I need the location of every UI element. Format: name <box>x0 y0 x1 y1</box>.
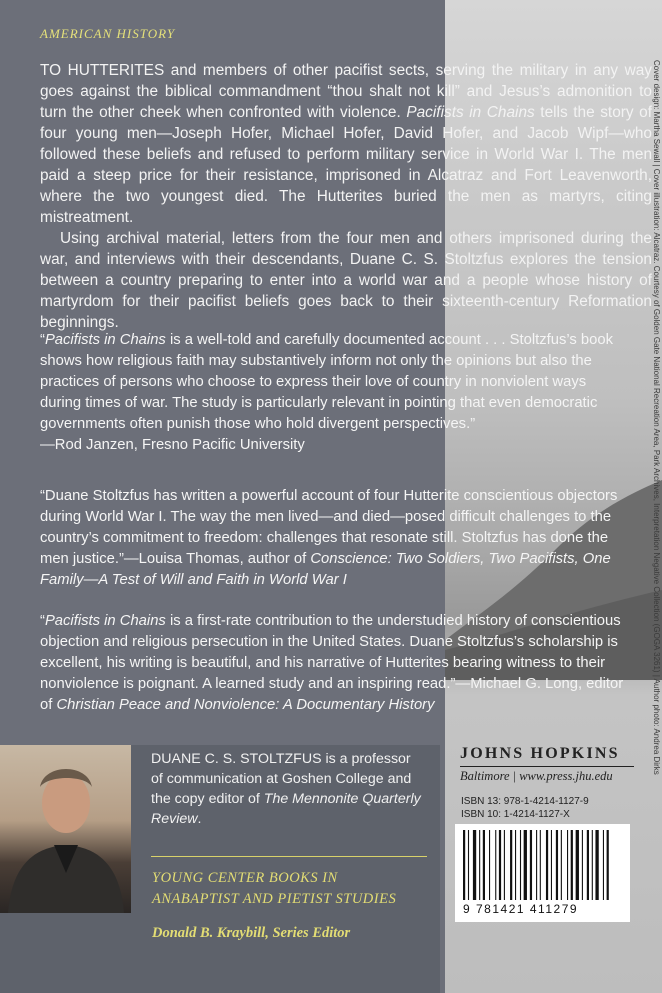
text-run: is a professor of communication at Goshen College and the copy editor of <box>151 751 412 807</box>
description-paragraph-2: Using archival material, letters from the four men and others imprisoned during the war, and interviews with their descendants, Duane C. S. Stoltzfus explores the tension between a country preparing to enter into a world war and a people whose history of martyrdom for their pacifist beliefs goes back to their sixteenth-century Reformation beginnings. <box>40 230 652 331</box>
description <box>40 60 652 333</box>
italic-title: The Mennonite Quarterly Review <box>151 791 421 827</box>
barcode-bar <box>571 830 573 900</box>
barcode-bar <box>520 830 521 900</box>
barcode <box>455 824 630 922</box>
barcode-bar <box>561 830 562 900</box>
barcode-bar <box>510 830 512 900</box>
barcode-bar <box>592 830 593 900</box>
series-title <box>152 868 396 910</box>
author-bio <box>151 749 426 829</box>
text-run: is a first-rate contribution to the understudied history of conscientious objection and religious persecution in the United States. Duane Stoltzfus’s scholarship is excellent, his writing is beautiful, and his narrative of Hutterites bearing witness to their nonviolence is poignant. A learned study and an inspiring read.”—Michael G. Long, editor of <box>40 613 624 713</box>
italic-title: Pacifists in Chains <box>44 332 166 348</box>
publisher-name: JOHNS HOPKINS <box>460 745 620 762</box>
barcode-bar <box>515 830 516 900</box>
barcode-bars <box>461 830 624 902</box>
credits-vertical: Cover design: Martha Sewall | Cover illustration: Alcatraz. Courtesy of Golden Gate National Recreation Area, Park Archives, Interpretation Negative Collection (GOGA 3261) | Author photo: Andrea Dirks <box>652 60 661 775</box>
publisher-rule <box>460 766 634 767</box>
text-run: “ <box>40 613 45 629</box>
publisher-location: Baltimore | www.press.jhu.edu <box>460 769 613 783</box>
isbn-block <box>461 795 589 821</box>
text-run: is a well-told and carefully documented account . . . Stoltzfus’s book shows how religious faith may substantively inform not only the opinions but also the practices of persons who choose to express their love of country in nonviolent ways during times of war. The study is particularly relevant in pointing that even democratic governments often punish those who hold divergent perspectives.” <box>40 332 613 432</box>
barcode-bar <box>587 830 589 900</box>
italic-title: Pacifists in Chains <box>406 104 535 121</box>
barcode-number: 9 781421 411279 <box>463 902 579 916</box>
barcode-bar <box>463 830 465 900</box>
barcode-bar <box>576 830 579 900</box>
author-photo <box>0 745 131 913</box>
barcode-bar <box>479 830 480 900</box>
barcode-bar <box>556 830 558 900</box>
barcode-bar <box>567 830 568 900</box>
barcode-bar <box>540 830 541 900</box>
barcode-bar <box>468 830 469 900</box>
category-label: AMERICAN HISTORY <box>40 26 176 41</box>
series-line-2: ANABAPTIST AND PIETIST STUDIES <box>152 891 397 907</box>
isbn-13: ISBN 13: 978-1-4214-1127-9 <box>461 796 589 807</box>
barcode-bar <box>551 830 552 900</box>
barcode-bar <box>595 830 598 900</box>
italic-title: Christian Peace and Nonviolence: A Documentary History <box>56 697 435 713</box>
italic-title: Conscience: Two Soldiers, Two Pacifists, One Family—A Test of Will and Faith in World War I <box>40 551 611 588</box>
text-run: —Rod Janzen, Fresno Pacific University <box>40 437 305 453</box>
barcode-bar <box>536 830 537 900</box>
barcode-bar <box>499 830 501 900</box>
isbn-10: ISBN 10: 1-4214-1127-X <box>461 809 570 820</box>
publisher-logo <box>460 745 634 784</box>
barcode-bar <box>495 830 496 900</box>
barcode-bar <box>607 830 609 900</box>
text-run: . <box>197 811 202 827</box>
blurb-janzen <box>40 330 625 456</box>
blurb-thomas <box>40 486 625 591</box>
barcode-bar <box>546 830 548 900</box>
barcode-bar <box>483 830 485 900</box>
text-run: TO HUTTERITES and members of other pacifist sects, serving the military in any way goes against the biblical commandment “thou shalt not kill” and Jesus’s admonition to turn the other cheek when confronted with violence. <box>40 62 652 121</box>
series-divider <box>151 856 427 857</box>
blurb-long <box>40 611 625 716</box>
text-run: “ <box>40 332 45 348</box>
barcode-bar <box>489 830 490 900</box>
text-run: DUANE C. S. STOLTZFUS <box>151 751 322 767</box>
series-editor: Donald B. Kraybill, Series Editor <box>152 925 351 941</box>
barcode-bar <box>504 830 505 900</box>
barcode-bar <box>582 830 583 900</box>
text-run: tells the story of four young men—Joseph Hofer, Michael Hofer, David Hofer, and Jacob Wipf—who followed these beliefs and refused to perform military service in World War I. The men paid a steep price for their resistance, imprisoned in Alcatraz and Fort Leavenworth, where the two youngest died. The Hutterites buried the men as martyrs, citing mistreatment. <box>40 104 652 226</box>
description-paragraph-1 <box>40 60 652 228</box>
series-line-1: YOUNG CENTER BOOKS IN <box>152 870 338 886</box>
barcode-bar <box>473 830 476 900</box>
barcode-bar <box>524 830 527 900</box>
barcode-bar <box>530 830 532 900</box>
italic-title: Pacifists in Chains <box>44 613 166 629</box>
text-run: “Duane Stoltzfus has written a powerful account of four Hutterite conscientious objectors during World War I. The way the men lived—and died—posed difficult challenges to the country’s commitment to freedom: challenges that resonate still. Stoltzfus has done the men justice.”—Louisa Thomas, author of <box>40 488 618 567</box>
barcode-bar <box>603 830 604 900</box>
